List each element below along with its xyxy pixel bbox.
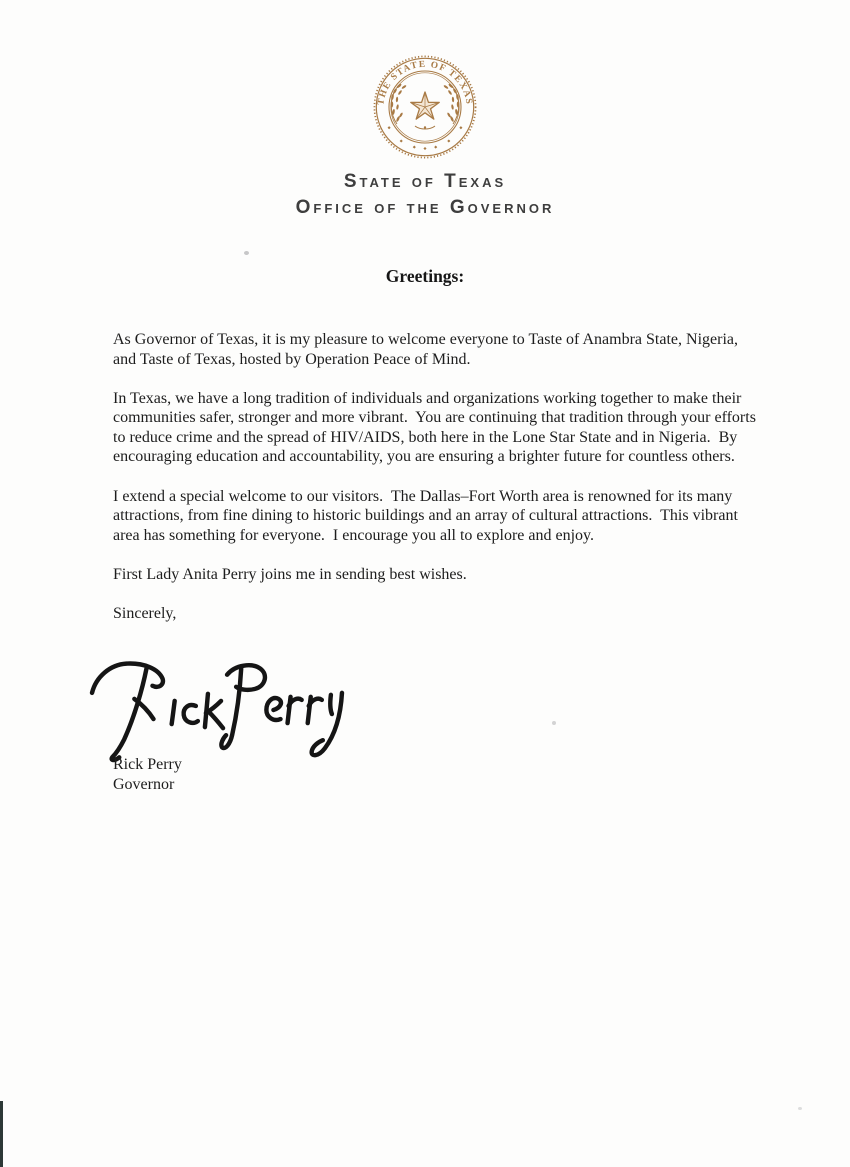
- letterhead-line2: Office of the Governor: [295, 197, 555, 218]
- svg-text:THE STATE OF TEXAS: THE STATE OF TEXAS: [376, 59, 474, 106]
- signer-title: Governor: [113, 776, 175, 793]
- texas-state-seal-icon: [373, 55, 477, 159]
- paragraph-1: As Governor of Texas, it is my pleasure to welcome everyone to Taste of Anambra State, Nigeria, and Taste of Texas, hosted by Operation Peace of Mind.: [113, 331, 742, 368]
- closing: Sincerely,: [113, 604, 177, 622]
- letterhead-line1: State of Texas: [343, 171, 507, 192]
- scan-speck: [798, 1107, 802, 1110]
- rick-perry-signature: [88, 660, 346, 766]
- scan-speck: [552, 721, 556, 725]
- star-icon: [411, 92, 440, 119]
- salutation: Greetings:: [385, 266, 465, 286]
- paragraph-3: I extend a special welcome to our visitors. The Dallas–Fort Worth area is renowned for its many attractions, from fine dining to historic buildings and an array of cultural attractions. This vibrant area has something for everyone. I encourage you all to explore and enjoy.: [113, 487, 742, 544]
- scan-edge-artifact: [0, 1101, 3, 1167]
- paragraph-4: First Lady Anita Perry joins me in sending best wishes.: [113, 565, 467, 583]
- letter-body: [113, 330, 759, 624]
- seal-graphic: [373, 55, 477, 159]
- scan-speck: [244, 251, 249, 255]
- signer-name: Rick Perry: [113, 756, 182, 773]
- signature-graphic: [88, 660, 346, 766]
- paragraph-2: In Texas, we have a long tradition of individuals and organizations working together to make their communities safer, stronger and more vibrant. You are continuing that tradition through your efforts to reduce crime and the spread of HIV/AIDS, both here in the Lone Star State and in Nigeria. By encouraging education and accountability, you are ensuring a brighter future for countless others.: [113, 389, 760, 466]
